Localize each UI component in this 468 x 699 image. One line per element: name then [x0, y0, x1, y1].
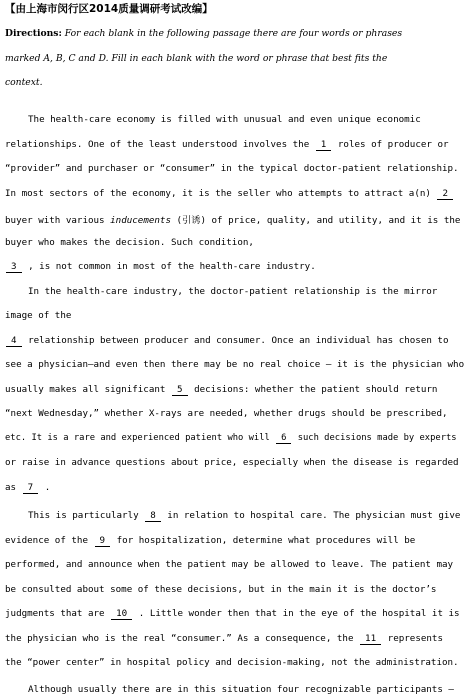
- p1-line-2: relationships. One of the least understood involves the 1 roles of producer or: [5, 139, 449, 150]
- p1-line-6: buyer who makes the decision. Such condition,: [5, 237, 254, 248]
- p2-line-2: image of the: [5, 310, 72, 321]
- p1-line-3: “provider” and purchaser or “consumer” in the typical doctor-patient relationship.: [5, 163, 459, 174]
- blank-6: 6: [276, 433, 291, 444]
- p2-line-9: as 7 .: [5, 482, 51, 493]
- p1-line-4: In most sectors of the economy, it is the seller who attempts to attract a(n) 2: [5, 188, 454, 200]
- p2-line-5: usually makes all significant 5 decisions: whether the patient should return: [5, 384, 438, 395]
- p1-line-5: buyer with various inducements (引诱) of price, quality, and utility, and it is the: [5, 215, 461, 226]
- blank-1: 1: [316, 140, 332, 151]
- blank-5: 5: [172, 385, 188, 396]
- p3-line-7: the “power center” in hospital policy and decision-making, not the administration.: [5, 657, 459, 668]
- directions-text-1: For each blank in the following passage there are four words or phrases: [64, 28, 403, 39]
- directions-line-2: marked A, B, C and D. Fill in each blank with the word or phrase that best fits the: [5, 53, 388, 64]
- p2-line-8: or raise in advance questions about price, especially when the disease is regarded: [5, 457, 459, 468]
- blank-9: 9: [95, 536, 111, 547]
- directions-label: Directions:: [5, 28, 62, 39]
- p2-line-4: see a physician—and even then there may be no real choice – it is the physician who: [5, 359, 465, 370]
- page-title: 【由上海市闵行区2014质量调研考试改编】: [5, 3, 213, 15]
- directions-line-1: [5, 28, 402, 39]
- blank-8: 8: [145, 511, 161, 522]
- p3-line-1: This is particularly 8 in relation to hospital care. The physician must give: [28, 510, 461, 521]
- p3-line-3: performed, and announce when the patient may be allowed to leave. The patient may: [5, 559, 454, 570]
- p3-line-2: evidence of the 9 for hospitalization, determine what procedures will be: [5, 535, 416, 546]
- p1-line-1: The health-care economy is filled with unusual and even unique economic: [28, 114, 421, 125]
- p2-line-6: “next Wednesday,” whether X-rays are needed, whether drugs should be prescribed,: [5, 408, 448, 419]
- p2-line-1: In the health-care industry, the doctor-patient relationship is the mirror: [28, 286, 438, 297]
- p3-line-5: judgments that are 10 . Little wonder then that in the eye of the hospital it is: [5, 608, 460, 619]
- blank-11: 11: [360, 634, 381, 645]
- blank-10: 10: [111, 609, 132, 620]
- blank-4: 4: [6, 336, 22, 347]
- p4-line-1: Although usually there are in this situation four recognizable participants —: [28, 684, 454, 695]
- blank-7: 7: [23, 483, 39, 494]
- p1-line-7: 3 , is not common in most of the health-care industry.: [5, 261, 316, 273]
- blank-2: 2: [437, 189, 453, 200]
- blank-3: 3: [6, 262, 22, 273]
- p2-line-7: etc. It is a rare and experienced patient who will 6 such decisions made by experts: [5, 433, 457, 443]
- directions-line-3: context.: [5, 77, 43, 88]
- p3-line-4: be consulted about some of these decisions, but in the main it is the doctor’s: [5, 584, 437, 595]
- p3-line-6: the physician who is the real “consumer.” As a consequence, the 11 represents: [5, 633, 443, 644]
- p2-line-3: 4 relationship between producer and consumer. Once an individual has chosen to: [5, 335, 448, 347]
